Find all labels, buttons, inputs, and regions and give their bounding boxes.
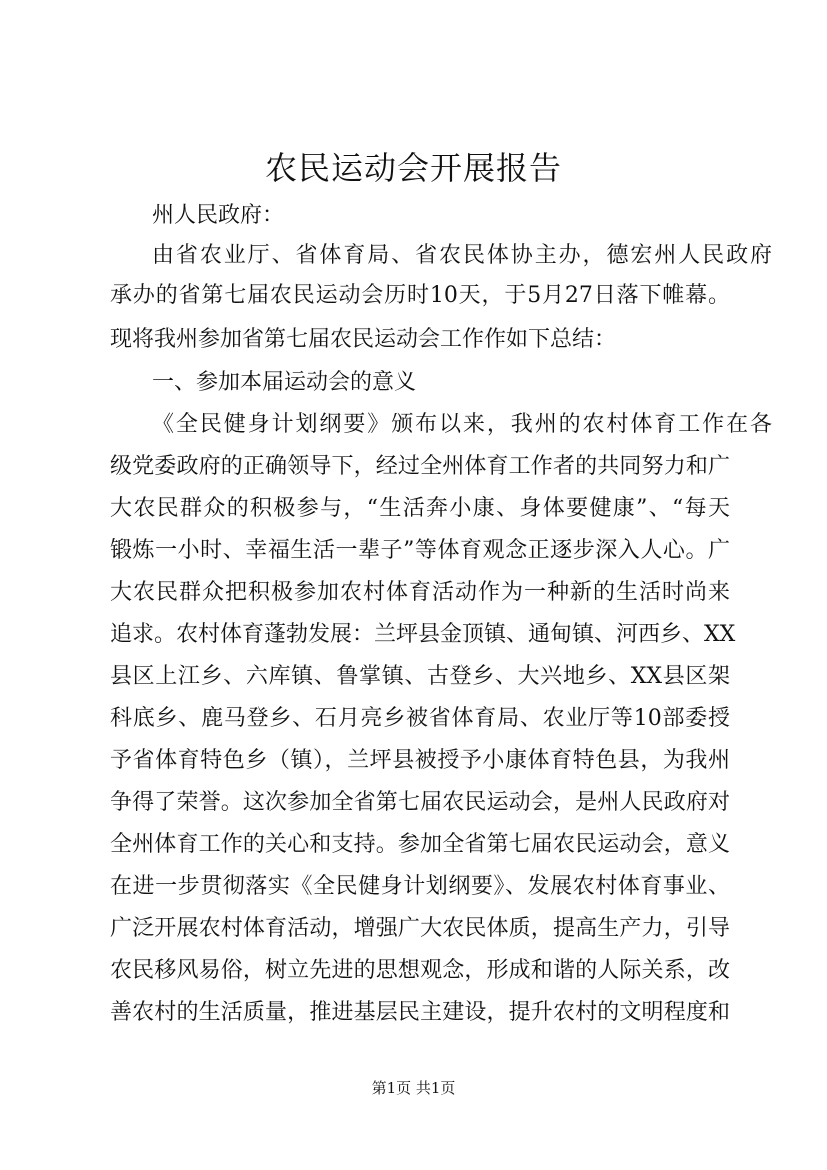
page-footer: 第1页 共1页 [371,1079,456,1097]
body-line: 锻炼一小时、幸福生活一辈子”等体育观念正逐步深入人心。广 [110,538,730,563]
body-line: 全州体育工作的关心和支持。参加全省第七届农民运动会，意义 [110,832,730,857]
body-line: 承办的省第七届农民运动会历时10天，于5月27日落下帷幕。 [110,283,730,308]
body-line: 追求。农村体育蓬勃发展：兰坪县金顶镇、通甸镇、河西乡、XX [110,622,736,647]
body-line: 科底乡、鹿马登乡、石月亮乡被省体育局、农业厅等10部委授 [110,706,730,731]
document-title: 农民运动会开展报告 [264,149,562,187]
body-line: 大农民群众把积极参加农村体育活动作为一种新的生活时尚来 [110,580,730,605]
body-line: 县区上江乡、六库镇、鲁掌镇、古登乡、大兴地乡、XX县区架 [110,664,730,689]
body-line: 大农民群众的积极参与，“生活奔小康、身体要健康”、“每天 [110,496,730,521]
body-line: 农民移风易俗，树立先进的思想观念，形成和谐的人际关系，改 [110,958,730,983]
body-line: 级党委政府的正确领导下，经过全州体育工作者的共同努力和广 [110,454,730,479]
body-line: 善农村的生活质量，推进基层民主建设，提升农村的文明程度和 [110,1000,730,1025]
body-line: 《全民健身计划纲要》颁布以来，我州的农村体育工作在各 [152,412,772,437]
salutation-line: 州人民政府： [152,203,285,228]
body-line: 争得了荣誉。这次参加全省第七届农民运动会，是州人民政府对 [110,790,730,815]
body-line: 广泛开展农村体育活动，增强广大农民体质，提高生产力，引导 [110,916,730,941]
body-line: 予省体育特色乡（镇），兰坪县被授予小康体育特色县，为我州 [110,748,730,773]
body-line: 在进一步贯彻落实《全民健身计划纲要》、发展农村体育事业、 [110,874,730,899]
section-heading: 一、参加本届运动会的意义 [152,370,417,395]
body-line: 由省农业厅、省体育局、省农民体协主办，德宏州人民政府 [152,243,772,268]
body-line: 现将我州参加省第七届农民运动会工作作如下总结： [110,327,617,352]
